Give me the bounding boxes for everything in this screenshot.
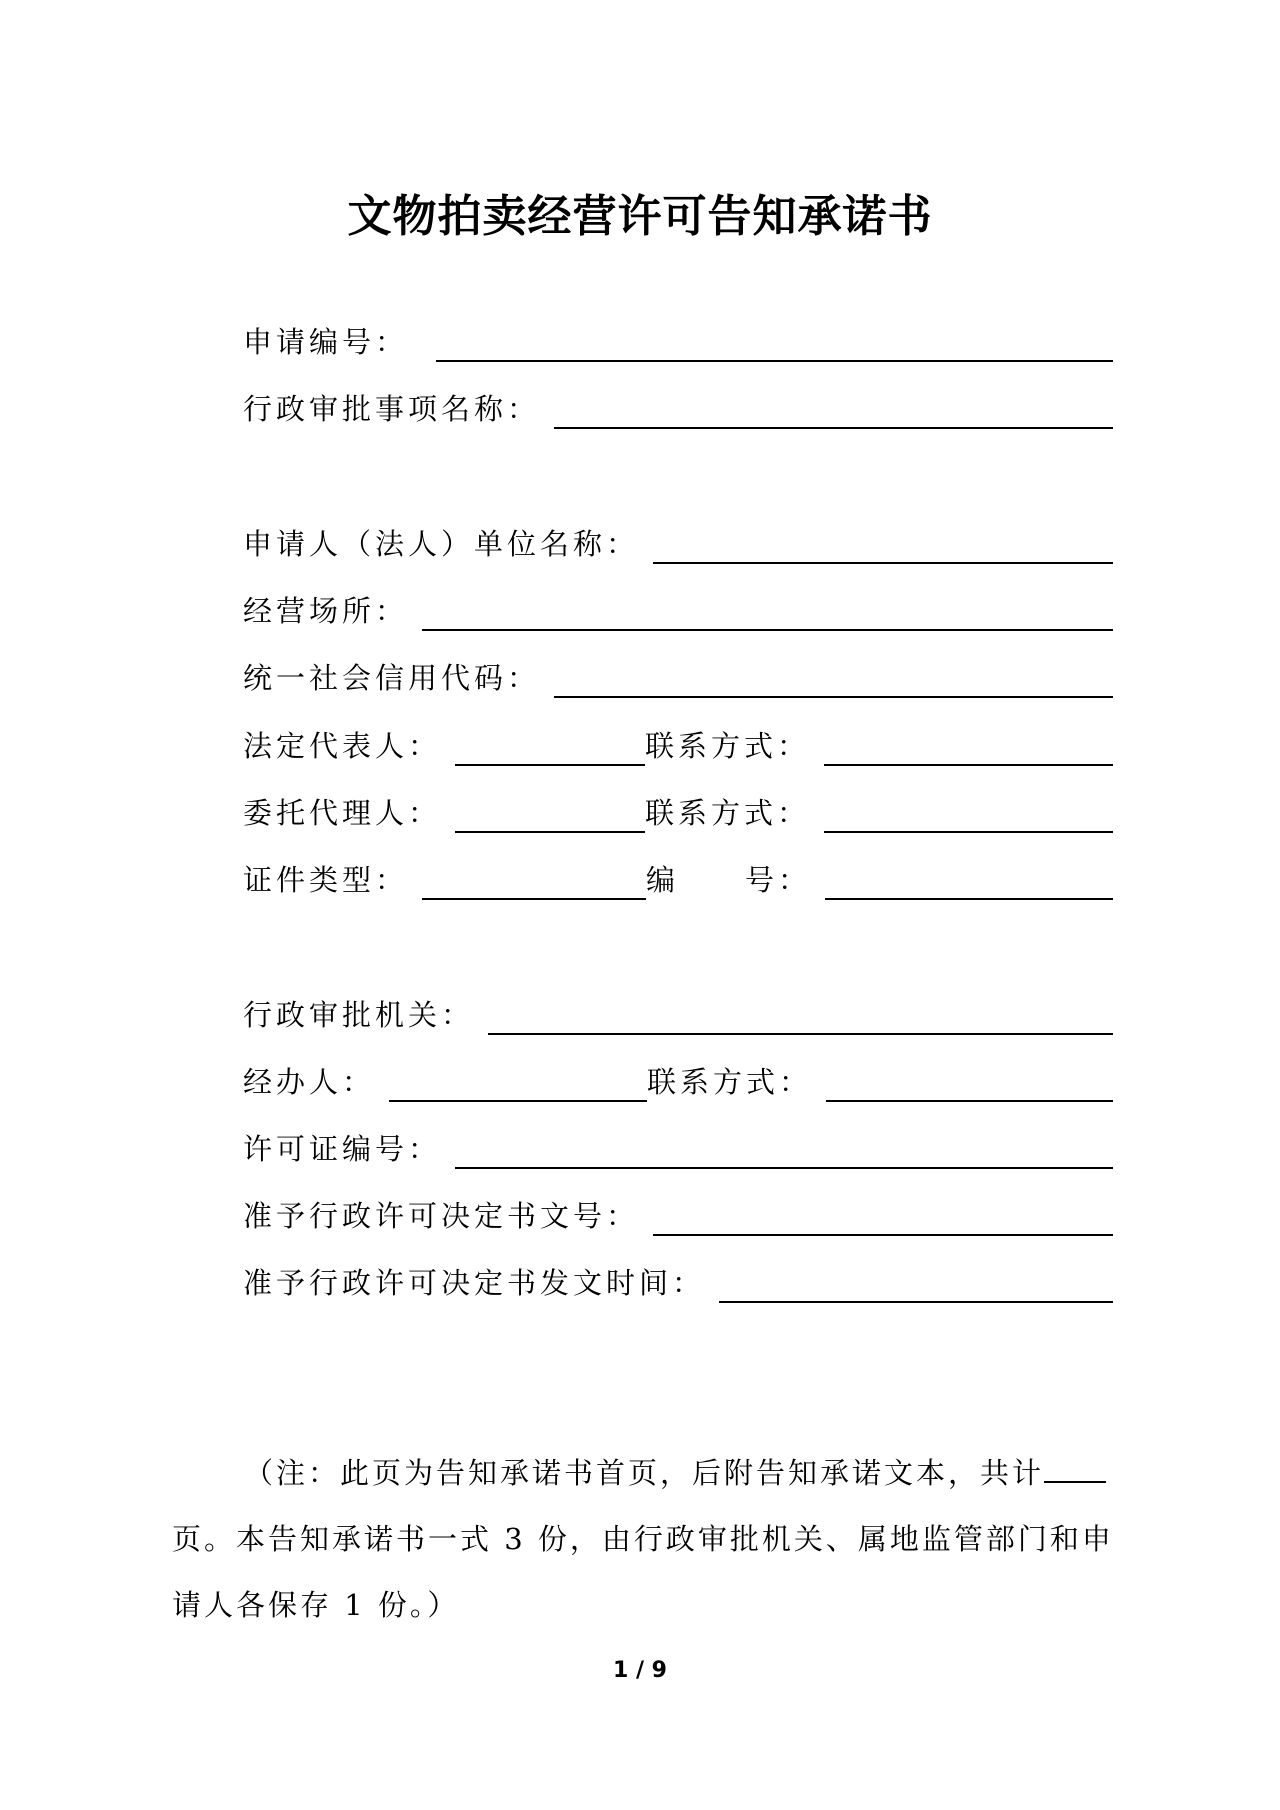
decision-number-label: 准予行政许可决定书文号： — [243, 1199, 640, 1233]
agent-contact-label: 联系方式： — [645, 796, 811, 830]
license-number-row — [243, 1129, 1113, 1169]
agent-contact-field[interactable] — [824, 801, 1113, 833]
document-title: 文物拍卖经营许可告知承诺书 — [347, 191, 933, 242]
application-number-field[interactable] — [436, 330, 1113, 362]
id-number-label: 编 号： — [646, 863, 812, 897]
credit-code-row — [243, 658, 1113, 698]
id-type-field[interactable] — [422, 868, 646, 900]
item-name-label: 行政审批事项名称： — [243, 392, 541, 426]
authority-field[interactable] — [488, 1003, 1113, 1035]
credit-code-label: 统一社会信用代码： — [243, 661, 541, 695]
id-number-field[interactable] — [825, 868, 1113, 900]
legal-rep-field[interactable] — [455, 734, 645, 766]
legal-rep-row — [243, 726, 1113, 766]
business-premises-field[interactable] — [422, 599, 1113, 631]
business-premises-row — [243, 591, 1113, 631]
authority-label: 行政审批机关： — [243, 998, 475, 1032]
agent-label: 委托代理人： — [243, 796, 442, 830]
unit-name-row — [243, 524, 1113, 564]
application-number-row — [243, 322, 1113, 362]
id-row — [243, 860, 1113, 900]
unit-name-label: 申请人（法人）单位名称： — [243, 527, 640, 561]
item-name-field[interactable] — [554, 397, 1113, 429]
page-count-field[interactable] — [1044, 1455, 1106, 1483]
decision-date-field[interactable] — [719, 1271, 1113, 1303]
license-number-label: 许可证编号： — [243, 1132, 442, 1166]
footnote — [172, 1440, 1117, 1638]
footnote-part2: 页。本告知承诺书一式 3 份，由行政审批机关、属地监管部门和申请人各保存 1 份。） — [172, 1522, 1114, 1622]
handler-label: 经办人： — [243, 1065, 376, 1099]
unit-name-field[interactable] — [653, 532, 1113, 564]
legal-rep-contact-label: 联系方式： — [645, 729, 811, 763]
id-type-label: 证件类型： — [243, 863, 409, 897]
handler-row — [243, 1062, 1113, 1102]
handler-contact-label: 联系方式： — [647, 1065, 813, 1099]
decision-date-row — [243, 1263, 1113, 1303]
handler-contact-field[interactable] — [826, 1070, 1113, 1102]
application-number-label: 申请编号： — [243, 325, 409, 359]
business-premises-label: 经营场所： — [243, 594, 409, 628]
agent-row — [243, 793, 1113, 833]
legal-rep-label: 法定代表人： — [243, 729, 442, 763]
authority-row — [243, 995, 1113, 1035]
license-number-field[interactable] — [455, 1137, 1113, 1169]
handler-field[interactable] — [389, 1070, 647, 1102]
decision-date-label: 准予行政许可决定书发文时间： — [243, 1266, 706, 1300]
decision-number-field[interactable] — [653, 1204, 1113, 1236]
decision-number-row — [243, 1196, 1113, 1236]
legal-rep-contact-field[interactable] — [824, 734, 1113, 766]
credit-code-field[interactable] — [554, 666, 1113, 698]
page-number: 1 / 9 — [613, 1658, 667, 1683]
agent-field[interactable] — [455, 801, 645, 833]
footnote-part1: （注：此页为告知承诺书首页，后附告知承诺文本，共计 — [244, 1456, 1045, 1490]
item-name-row — [243, 389, 1113, 429]
